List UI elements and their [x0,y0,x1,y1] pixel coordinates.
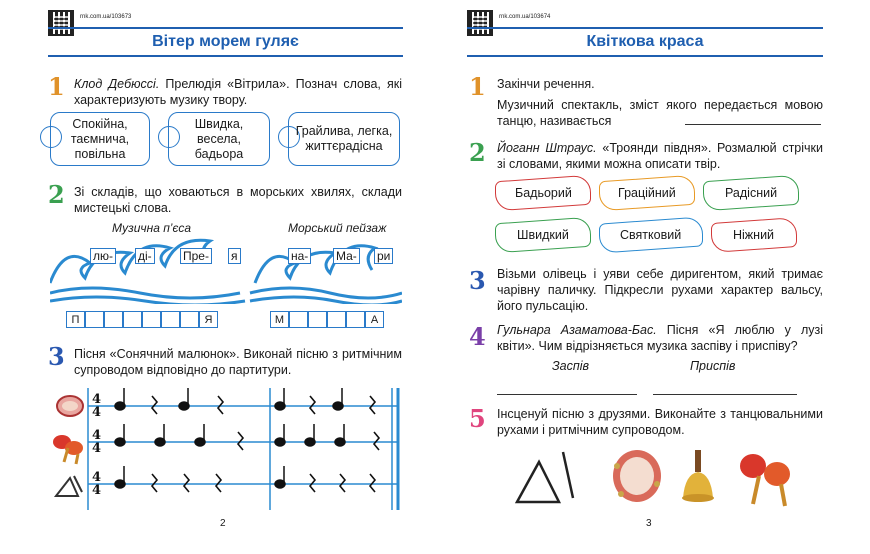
answer-cell[interactable] [289,311,308,328]
qr-code-url[interactable]: rnk.com.ua/103673 [80,14,132,20]
task-text: Закінчи речення. [497,77,595,91]
right-page [435,0,870,554]
ribbon-word[interactable] [703,175,799,212]
task-text [497,140,823,172]
answer-cell[interactable] [161,311,180,328]
task-number: 1 [469,72,486,101]
task-number: 2 [48,180,65,209]
ribbon-word[interactable] [495,217,591,254]
syllable: я [228,248,241,264]
triangle-icon [517,452,573,502]
svg-text:4: 4 [92,470,102,485]
page-number: 2 [220,518,226,529]
qr-code-url[interactable]: rnk.com.ua/103674 [499,14,551,20]
ribbon-word[interactable] [711,217,797,253]
task-text: Зі складів, що ховаються в морських хвилях, склади мистецькі слова. [74,185,402,215]
task-number: 1 [48,72,65,101]
chorus-label: Приспів [690,359,736,373]
answer-cell[interactable] [180,311,199,328]
task-description: Прелюдія «Вітрила». Познач слова, які характеризують музику твору. [74,77,402,107]
composer-name: Гульнара Азаматова-Бас. [497,323,657,337]
option-box: Швидка, весела, бадьора [168,112,270,166]
answer-cells[interactable] [270,311,384,328]
task-text: Інсценуй пісню з друзями. Виконайте з танцювальними рухами і ритмічним супроводом. [497,407,823,437]
wave-label: Морський пейзаж [288,221,387,235]
option-box: Грайлива, легка, життєрадісна [288,112,400,166]
task-number: 2 [469,138,486,167]
answer-cells[interactable] [66,311,218,328]
ribbon-label: Швидкий [517,228,569,242]
page-title: Квіткова краса [467,27,823,57]
composer-name: Йоганн Штраус. [497,141,597,155]
answer-line[interactable] [497,394,637,395]
answer-cell[interactable] [85,311,104,328]
task-text [74,76,402,108]
page-number: 3 [646,518,652,529]
task-text: Музичний спектакль, зміст якого передається мовою танцю, називається [497,98,823,128]
task-text [497,322,823,354]
syllable: ді- [135,248,155,264]
task-description: Пісня «Я люблю у лузі квіти». Чим відрізняється музика заспіву і приспіву? [497,323,823,353]
svg-text:4: 4 [92,405,102,420]
answer-cell[interactable] [327,311,346,328]
answer-cell[interactable] [142,311,161,328]
ribbon-word[interactable] [599,216,703,253]
ribbon-word[interactable] [495,175,591,212]
ribbon-label: Бадьорий [514,186,572,200]
task-text: Пісня «Сонячний малюнок». Виконай пісню з ритмічним супроводом відповідно до партитури. [74,347,402,377]
answer-cell[interactable] [346,311,365,328]
syllable: ри [374,248,393,264]
svg-text:4: 4 [92,392,102,407]
triangle-icon [56,476,82,496]
page-title: Вітер морем гуляє [48,27,403,57]
answer-line[interactable] [685,124,821,125]
answer-cell[interactable]: Я [199,311,218,328]
ribbon-label: Радісний [724,186,778,201]
svg-text:4: 4 [92,483,102,498]
task-number: 3 [48,342,65,371]
answer-cell[interactable] [104,311,123,328]
svg-text:4: 4 [92,441,102,456]
answer-cell[interactable]: А [365,311,384,328]
svg-text:4: 4 [92,428,102,443]
maracas-icon [740,454,790,506]
composer-name: Клод Дебюссі. [74,77,160,91]
option-box: Спокійна, таємнича, повільна [50,112,150,166]
ribbon-word[interactable] [599,175,695,212]
ribbon-label: Святковий [620,228,682,243]
syllable: на- [288,248,311,264]
task-text: Візьми олівець і уяви себе диригентом, який тримає чарівну паличку. Підкресли рухами характер вальсу, його пульсацію. [497,267,823,313]
answer-line[interactable] [653,394,797,395]
ribbon-label: Ніжний [733,228,775,243]
maracas-icon [53,435,83,464]
instruments-illustration [509,444,809,510]
syllable: лю- [90,248,116,264]
tambourine-icon [613,450,661,502]
task-description: «Троянди півдня». Розмалюй стрічки зі словами, якими можна описати твір. [497,141,823,171]
syllable: Ма- [333,248,360,264]
syllable: Пре- [180,248,212,264]
answer-cell[interactable]: М [270,311,289,328]
notes [115,388,345,488]
rhythm-score [48,388,404,512]
task-number: 3 [469,266,486,295]
task-number: 4 [469,322,486,351]
bell-icon [682,450,714,502]
tambourine-icon [57,396,83,416]
answer-cell[interactable]: П [66,311,85,328]
verse-label: Заспів [552,359,590,373]
ribbon-label: Граційний [618,186,676,201]
answer-cell[interactable] [308,311,327,328]
wave-label: Музична п’єса [112,221,192,235]
task-number: 5 [469,404,486,433]
answer-cell[interactable] [123,311,142,328]
